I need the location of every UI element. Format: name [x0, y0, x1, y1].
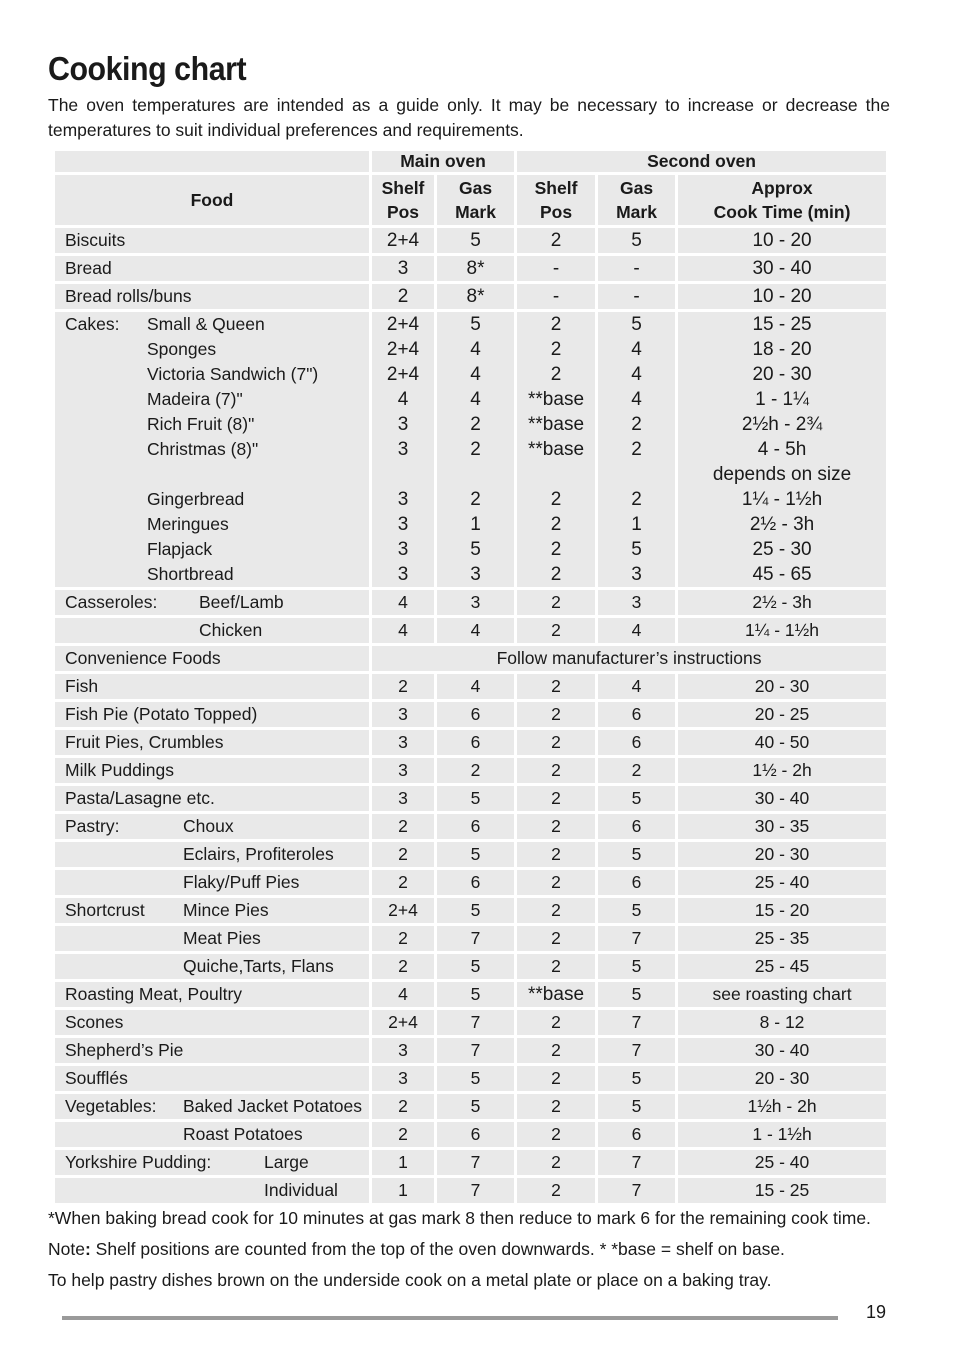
cooking-chart-table: [52, 148, 889, 1206]
header-second-oven: Second oven: [517, 151, 886, 172]
food-name: Quiche,Tarts, Flans: [183, 956, 334, 976]
main-gas-cell: 8*: [437, 256, 514, 281]
main-gas-cell: 5: [437, 898, 514, 923]
food-cell: [55, 870, 369, 895]
second-shelf-cell: 2: [517, 814, 595, 839]
main-shelf-cell: 2: [372, 1094, 434, 1119]
second-shelf-cell: 2: [517, 730, 595, 755]
header-text: Shelf: [534, 178, 578, 198]
main-gas-cell: 6: [437, 814, 514, 839]
cook-time-cell: 15 - 20: [678, 898, 886, 923]
food-name: Flaky/Puff Pies: [183, 872, 300, 892]
cell-value: 4: [470, 339, 481, 360]
main-gas-cell: 6: [437, 870, 514, 895]
main-gas-cell: 5: [437, 1094, 514, 1119]
table-row: [55, 702, 886, 727]
main-shelf-cell: 2: [372, 954, 434, 979]
cell-value: 5: [470, 314, 481, 335]
cook-time-cell: 20 - 30: [678, 674, 886, 699]
cell-value: 2: [550, 339, 562, 360]
cell-value: 25 - 30: [752, 539, 812, 560]
second-gas-cell: 7: [598, 1150, 675, 1175]
cell-value: 45 - 65: [752, 564, 812, 585]
header-text: Pos: [539, 202, 573, 222]
cell-value: 15 - 25: [752, 314, 812, 335]
food-name: Choux: [183, 816, 234, 836]
cell-value: 2+4: [386, 314, 420, 335]
second-gas-cell: 3: [598, 590, 675, 615]
food-cell: Scones: [55, 1010, 369, 1035]
cell-value: 4: [470, 364, 481, 385]
header-second-shelf-pos: [517, 175, 595, 225]
table-row: [55, 814, 886, 839]
list-item: Victoria Sandwich (7"): [147, 364, 319, 384]
table-row: [55, 870, 886, 895]
main-shelf-cell: 3: [372, 758, 434, 783]
second-gas-cell: 5: [598, 228, 675, 253]
second-shelf-cell: 2: [517, 1066, 595, 1091]
cook-time-cell: 10 - 20: [678, 228, 886, 253]
cook-time-cell: 2½ - 3h: [678, 590, 886, 615]
note-label: Note: [48, 1239, 85, 1259]
cell-value: 3: [470, 564, 481, 585]
main-gas-cell: 7: [437, 926, 514, 951]
cell-value: 1¼ - 1½h: [741, 489, 823, 510]
category-label: Casseroles:: [65, 592, 158, 612]
second-shelf-cell: 2: [517, 758, 595, 783]
main-gas-cell: 3: [437, 590, 514, 615]
cell-value: **base: [528, 439, 585, 460]
footer-rule: [62, 1316, 838, 1320]
main-shelf-cell: 3: [372, 256, 434, 281]
main-shelf-cell: 3: [372, 1066, 434, 1091]
list-item: Flapjack: [147, 539, 213, 559]
cell-value: 2: [550, 314, 562, 335]
second-gas-cell: 6: [598, 730, 675, 755]
food-name: Individual: [264, 1180, 338, 1200]
main-shelf-cell: 1: [372, 1150, 434, 1175]
main-gas-cell: 5: [437, 1066, 514, 1091]
main-shelf-cell: 3: [372, 730, 434, 755]
table-row: [55, 590, 886, 615]
main-shelf-cell: 2+4: [372, 1010, 434, 1035]
cell-value: 2: [631, 439, 642, 460]
cell-value: 4: [631, 364, 642, 385]
list-item: Sponges: [147, 339, 217, 359]
cook-time-cell: 40 - 50: [678, 730, 886, 755]
table-row: [55, 256, 886, 281]
second-shelf-cell: 2: [517, 618, 595, 643]
cook-time-cell: see roasting chart: [678, 982, 886, 1007]
food-cell: Fish: [55, 674, 369, 699]
second-gas-cell: 4: [598, 674, 675, 699]
cell-value: 3: [397, 514, 409, 535]
footnotes: [48, 1203, 928, 1296]
list-item-spacer: [147, 462, 318, 487]
second-gas-cell: 5: [598, 842, 675, 867]
table-row: [55, 674, 886, 699]
main-gas-cell: 5: [437, 982, 514, 1007]
header-cook-time: [678, 175, 886, 225]
cell-value: 3: [397, 489, 409, 510]
table-row: [55, 1010, 886, 1035]
main-shelf-cell: 3: [372, 702, 434, 727]
main-gas-cell: 6: [437, 730, 514, 755]
second-gas-cell: 5: [598, 1066, 675, 1091]
food-cell: [55, 618, 369, 643]
cell-value: 2½ - 3h: [749, 514, 815, 535]
cook-time-cell: 1½ - 2h: [678, 758, 886, 783]
food-cell: [55, 842, 369, 867]
second-shelf-cell: 2: [517, 926, 595, 951]
table-row-cakes: [55, 312, 886, 587]
second-gas-cell: 4: [598, 618, 675, 643]
main-shelf-cell: 4: [372, 590, 434, 615]
cook-time-cell: 10 - 20: [678, 284, 886, 309]
second-shelf-cell: 2: [517, 590, 595, 615]
cell-value: 2+4: [386, 364, 420, 385]
cakes-items: [147, 312, 318, 587]
food-name: Eclairs, Profiteroles: [183, 844, 334, 864]
food-cell: [55, 898, 369, 923]
main-shelf-cell: 4: [372, 618, 434, 643]
header-food: Food: [55, 175, 369, 225]
cook-time-cell: 20 - 30: [678, 1066, 886, 1091]
cook-time-cell: 30 - 35: [678, 814, 886, 839]
food-cell: Biscuits: [55, 228, 369, 253]
food-name: Chicken: [199, 620, 263, 640]
table-row: [55, 898, 886, 923]
cook-time-cell: 20 - 25: [678, 702, 886, 727]
food-cell: Soufflés: [55, 1066, 369, 1091]
header-text: Cook Time (min): [713, 202, 851, 222]
table-row: [55, 228, 886, 253]
second-shelf-cell: 2: [517, 1122, 595, 1147]
second-gas-cell: 2: [598, 758, 675, 783]
second-gas-cell: -: [598, 256, 675, 281]
cell-value: 4: [631, 389, 642, 410]
cell-value: depends on size: [712, 464, 852, 485]
main-shelf-cell: 1: [372, 1178, 434, 1203]
main-shelf-cell: 2+4: [372, 898, 434, 923]
list-item: Shortbread: [147, 564, 234, 584]
main-gas-cell: 7: [437, 1038, 514, 1063]
food-cell: [55, 590, 369, 615]
second-shelf-cell: -: [517, 256, 595, 281]
second-shelf-cell: 2: [517, 1150, 595, 1175]
cell-value: 3: [397, 414, 409, 435]
cell-value: 18 - 20: [752, 339, 812, 360]
cell-value: 4: [631, 339, 642, 360]
table-row: [55, 758, 886, 783]
cook-time-cell: 30 - 40: [678, 1038, 886, 1063]
cook-time-cell: 25 - 35: [678, 926, 886, 951]
main-shelf-cell: 3: [372, 786, 434, 811]
food-cell: [55, 312, 369, 587]
main-gas-cell: 7: [437, 1178, 514, 1203]
second-gas-cell: 7: [598, 926, 675, 951]
cook-time-cell: 30 - 40: [678, 786, 886, 811]
cook-time-cell: 1¼ - 1½h: [678, 618, 886, 643]
main-shelf-cell: 3: [372, 1038, 434, 1063]
food-cell: [55, 926, 369, 951]
list-item: Rich Fruit (8)": [147, 414, 255, 434]
cell-value: 3: [397, 439, 409, 460]
cell-value: 4: [397, 389, 409, 410]
second-shelf-cell: 2: [517, 702, 595, 727]
cell-spacer: [517, 462, 595, 487]
cell-value: **base: [528, 389, 585, 410]
header-text: Shelf: [381, 178, 425, 198]
table-row: [55, 646, 886, 671]
main-shelf-cell: 2: [372, 926, 434, 951]
food-cell: Fish Pie (Potato Topped): [55, 702, 369, 727]
second-shelf-cell: 2: [517, 870, 595, 895]
cook-time-cell: 15 - 25: [678, 1178, 886, 1203]
main-shelf-cell: 2: [372, 870, 434, 895]
table-row: [55, 1122, 886, 1147]
second-shelf-cell: **base: [517, 982, 595, 1007]
second-gas-cell: 5: [598, 898, 675, 923]
header-main-gas-mark: [437, 175, 514, 225]
cell-value: 20 - 30: [752, 364, 812, 385]
main-gas-cell: 5: [437, 842, 514, 867]
food-cell: Bread: [55, 256, 369, 281]
cook-time-cell: 1½h - 2h: [678, 1094, 886, 1119]
list-item: Christmas (8)": [147, 439, 259, 459]
main-gas-cell: 5: [437, 228, 514, 253]
cook-time-cell: 1 - 1½h: [678, 1122, 886, 1147]
food-name: Large: [264, 1152, 309, 1172]
food-cell: Fruit Pies, Crumbles: [55, 730, 369, 755]
main-gas-cell: 7: [437, 1010, 514, 1035]
second-gas-cell: 6: [598, 814, 675, 839]
header-text: Gas: [458, 178, 493, 198]
header-text: Approx: [751, 178, 813, 198]
second-shelf-cell: 2: [517, 228, 595, 253]
category-label: Pastry:: [65, 816, 120, 836]
note-colon: :: [84, 1239, 91, 1259]
second-shelf-cell: [517, 312, 595, 587]
food-cell: [55, 1150, 369, 1175]
table-row: [55, 842, 886, 867]
cell-value: 4 - 5h: [757, 439, 807, 460]
cook-time-cell: 30 - 40: [678, 256, 886, 281]
table-row: [55, 284, 886, 309]
food-cell: [55, 954, 369, 979]
main-gas-cell: 7: [437, 1150, 514, 1175]
header-second-gas-mark: [598, 175, 675, 225]
page-number: 19: [866, 1302, 887, 1322]
food-cell: Roasting Meat, Poultry: [55, 982, 369, 1007]
cell-spacer: [372, 462, 434, 487]
category-label: Yorkshire Pudding:: [65, 1152, 212, 1172]
main-shelf-cell: 2: [372, 1122, 434, 1147]
main-gas-cell: [437, 312, 514, 587]
cook-time-cell: 25 - 45: [678, 954, 886, 979]
cell-value: 3: [631, 564, 642, 585]
table-row: [55, 1150, 886, 1175]
main-shelf-cell: [372, 312, 434, 587]
cell-value: 4: [470, 389, 481, 410]
cell-value: 5: [470, 539, 481, 560]
food-name: Roast Potatoes: [183, 1124, 303, 1144]
table-row: [55, 982, 886, 1007]
cell-value: 2½h - 2¾: [741, 414, 823, 435]
cell-value: 1: [470, 514, 481, 535]
intro-paragraph: The oven temperatures are intended as a guide only. It may be necessary to increase or decrease the temperatures to suit individual preferences and requirements.: [48, 95, 890, 140]
cook-time-cell: 20 - 30: [678, 842, 886, 867]
main-gas-cell: 4: [437, 674, 514, 699]
cell-value: 1 - 1¼: [755, 389, 809, 410]
cell-value: 2: [550, 564, 562, 585]
second-gas-cell: 6: [598, 870, 675, 895]
main-gas-cell: 6: [437, 702, 514, 727]
food-cell: Bread rolls/buns: [55, 284, 369, 309]
category-label: Vegetables:: [65, 1096, 157, 1116]
cell-value: 2: [470, 489, 481, 510]
second-shelf-cell: 2: [517, 842, 595, 867]
cell-value: 2: [550, 364, 562, 385]
main-gas-cell: 8*: [437, 284, 514, 309]
cell-value: 3: [397, 564, 409, 585]
second-shelf-cell: 2: [517, 898, 595, 923]
second-shelf-cell: 2: [517, 1094, 595, 1119]
list-item: Small & Queen: [147, 314, 265, 334]
cell-value: 2: [550, 539, 562, 560]
second-shelf-cell: -: [517, 284, 595, 309]
second-gas-cell: 7: [598, 1038, 675, 1063]
list-item: Gingerbread: [147, 489, 245, 509]
food-cell: [55, 1094, 369, 1119]
cell-value: 2: [470, 414, 481, 435]
main-gas-cell: 6: [437, 1122, 514, 1147]
food-cell: [55, 814, 369, 839]
list-item: Madeira (7)": [147, 389, 243, 409]
second-gas-cell: 5: [598, 786, 675, 811]
header-text: Mark: [616, 202, 657, 222]
main-shelf-cell: 2+4: [372, 228, 434, 253]
cook-time-cell: [678, 312, 886, 587]
food-cell: [55, 1178, 369, 1203]
main-shelf-cell: 2: [372, 284, 434, 309]
cell-value: 2: [550, 489, 562, 510]
shelf-note: [48, 1234, 928, 1265]
table-row: [55, 926, 886, 951]
note-text: Shelf positions are counted from the top of the oven downwards. * *base = shelf on base.: [90, 1239, 785, 1259]
header-blank: [55, 151, 369, 172]
main-gas-cell: 2: [437, 758, 514, 783]
cook-time-cell: 25 - 40: [678, 1150, 886, 1175]
instructions-cell: Follow manufacturer’s instructions: [372, 646, 886, 671]
table-row: [55, 1038, 886, 1063]
cell-value: 3: [397, 539, 409, 560]
table-row: [55, 618, 886, 643]
food-name: Mince Pies: [183, 900, 269, 920]
bread-footnote: *When baking bread cook for 10 minutes at gas mark 8 then reduce to mark 6 for the remaining cook time.: [48, 1208, 871, 1228]
second-shelf-cell: 2: [517, 1038, 595, 1063]
food-cell: Convenience Foods: [55, 646, 369, 671]
second-gas-cell: 5: [598, 1094, 675, 1119]
table-row: [55, 730, 886, 755]
table-row: [55, 954, 886, 979]
second-gas-cell: 5: [598, 954, 675, 979]
header-main-oven: Main oven: [372, 151, 514, 172]
table-row: [55, 1066, 886, 1091]
cell-spacer: [437, 462, 514, 487]
pastry-note: To help pastry dishes brown on the underside cook on a metal plate or place on a baking tray.: [48, 1270, 772, 1290]
cell-spacer: [598, 462, 675, 487]
food-cell: Shepherd’s Pie: [55, 1038, 369, 1063]
second-shelf-cell: 2: [517, 954, 595, 979]
cook-time-cell: 8 - 12: [678, 1010, 886, 1035]
cell-value: 2+4: [386, 339, 420, 360]
main-shelf-cell: 2: [372, 814, 434, 839]
second-shelf-cell: 2: [517, 786, 595, 811]
table-row: [55, 1094, 886, 1119]
second-gas-cell: [598, 312, 675, 587]
cell-value: **base: [528, 414, 585, 435]
cook-time-cell: 25 - 40: [678, 870, 886, 895]
header-group-row: [55, 151, 886, 172]
food-name: Meat Pies: [183, 928, 261, 948]
category-label: Cakes:: [65, 314, 120, 334]
table-row: [55, 1178, 886, 1203]
second-gas-cell: 7: [598, 1010, 675, 1035]
main-gas-cell: 5: [437, 954, 514, 979]
list-item: Meringues: [147, 514, 229, 534]
header-text: Mark: [455, 202, 496, 222]
cell-value: 2: [631, 489, 642, 510]
second-shelf-cell: 2: [517, 1178, 595, 1203]
cell-value: 5: [631, 314, 642, 335]
cell-value: 2: [550, 514, 562, 535]
header-main-shelf-pos: [372, 175, 434, 225]
cell-value: 1: [631, 514, 642, 535]
cell-value: 2: [631, 414, 642, 435]
second-gas-cell: 6: [598, 702, 675, 727]
food-cell: Milk Puddings: [55, 758, 369, 783]
food-name: Baked Jacket Potatoes: [183, 1096, 362, 1116]
header-text: Pos: [386, 202, 420, 222]
main-shelf-cell: 2: [372, 842, 434, 867]
second-gas-cell: 5: [598, 982, 675, 1007]
header-columns-row: [55, 175, 886, 225]
food-name: Beef/Lamb: [199, 592, 284, 612]
main-gas-cell: 4: [437, 618, 514, 643]
cell-value: 5: [631, 539, 642, 560]
cell-value: 2: [470, 439, 481, 460]
main-shelf-cell: 4: [372, 982, 434, 1007]
table-row: [55, 786, 886, 811]
header-text: Gas: [619, 178, 654, 198]
second-shelf-cell: 2: [517, 674, 595, 699]
second-gas-cell: 7: [598, 1178, 675, 1203]
page-title: Cooking chart: [48, 50, 247, 87]
main-shelf-cell: 2: [372, 674, 434, 699]
food-cell: Pasta/Lasagne etc.: [55, 786, 369, 811]
second-gas-cell: -: [598, 284, 675, 309]
category-label: Shortcrust: [65, 900, 145, 920]
food-cell: [55, 1122, 369, 1147]
second-gas-cell: 6: [598, 1122, 675, 1147]
second-shelf-cell: 2: [517, 1010, 595, 1035]
main-gas-cell: 5: [437, 786, 514, 811]
